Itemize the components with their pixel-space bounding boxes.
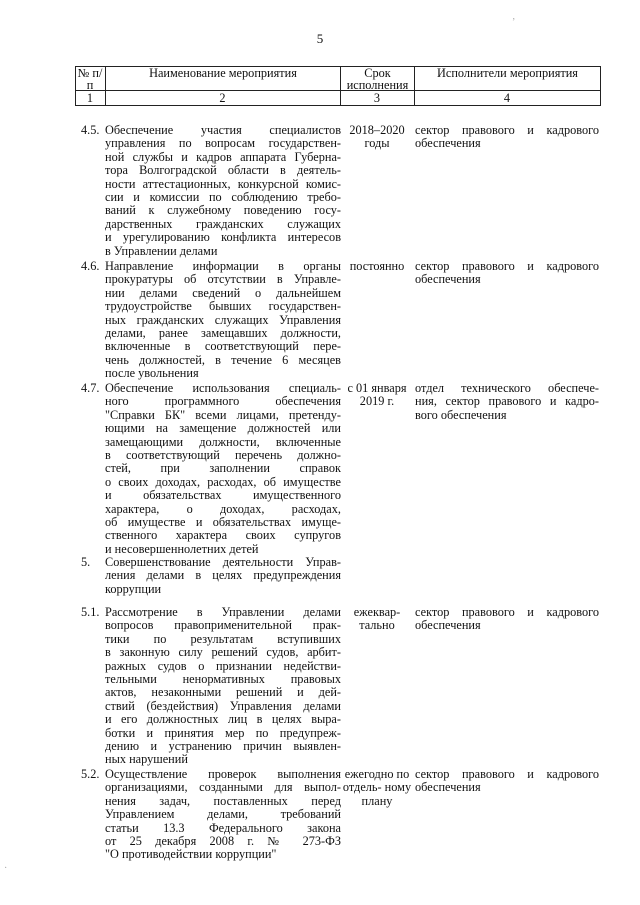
measure-name xyxy=(105,556,341,596)
header-index-3: 3 xyxy=(373,91,381,105)
measure-name-line: Управлением делами, требований xyxy=(105,807,341,822)
measure-name-line: прокуратуры об отсутствии в Управле- xyxy=(105,272,341,287)
measure-name-line: вопросов правоприменительной прак- xyxy=(105,618,341,633)
measure-name-line: ваний к служебному поведению госу- xyxy=(105,203,341,218)
measure-executors-line: сектор правового и кадрового xyxy=(415,767,599,781)
measure-name xyxy=(105,382,341,556)
measure-term: постоянно xyxy=(349,259,405,273)
measure-name-line: актов, незаконными решений и дей- xyxy=(105,685,341,700)
table-header xyxy=(75,66,601,106)
measure-executors-line: отдел технического обеспече- xyxy=(415,381,599,395)
measure-name-line: организациями, созданными для выпол- xyxy=(105,780,341,795)
measure-name-line: Совершенствование деятельности Управ- xyxy=(105,555,341,569)
header-col-number: № п/п xyxy=(77,66,103,92)
header-col-executors: Исполнители мероприятия xyxy=(437,66,578,80)
measure-executors-line: ния, сектор правового и кадро- xyxy=(415,394,599,409)
measure-name-line: включенные в соответствующий пере- xyxy=(105,339,341,354)
measure-executors xyxy=(415,768,599,795)
measure-term: с 01 января 2019 г. xyxy=(347,381,407,409)
measure-name-line: после увольнения xyxy=(105,366,199,381)
measure-name-line: Осуществление проверок выполнения xyxy=(105,767,341,781)
measure-name-line: ных гражданских служащих Управления xyxy=(105,312,341,327)
row-number: 5.2. xyxy=(81,767,100,781)
measure-name-line: делами, ранее замещавших должности, xyxy=(105,326,341,341)
measure-executors-line: сектор правового и кадрового xyxy=(415,259,599,273)
measure-name-line: ности аттестационных, конкурсной комис- xyxy=(105,176,341,191)
header-divider xyxy=(600,66,601,105)
measure-name-line: Обеспечение использования специаль- xyxy=(105,381,341,395)
measure-name-line: управления по вопросам государствен- xyxy=(105,136,341,151)
header-divider-horizontal xyxy=(75,90,601,91)
measure-name-line: Направление информации в органы xyxy=(105,259,341,273)
measure-name-line: коррупции xyxy=(105,581,162,596)
measure-name xyxy=(105,768,341,862)
measure-name-line: нии делами сведений о дальнейшем xyxy=(105,285,341,300)
measure-executors-line: вого обеспечения xyxy=(415,407,507,422)
measure-name-line: Рассмотрение в Управлении делами xyxy=(105,605,341,619)
measure-executors xyxy=(415,260,599,287)
measure-name-line: и несовершеннолетних детей xyxy=(105,541,259,556)
row-number: 5. xyxy=(81,555,91,569)
measure-name-line: и обязательствах имущественного xyxy=(105,488,341,503)
measure-name-line: ного программного обеспечения xyxy=(105,394,341,409)
measure-name-line: нения задач, поставленных перед xyxy=(105,793,341,808)
measure-name-line: в соответствующий перечень должно- xyxy=(105,448,341,463)
measure-term: ежегодно по отдель- ному плану xyxy=(342,767,412,808)
measure-name-line: ления делами в целях предупреждения xyxy=(105,568,341,583)
measure-executors xyxy=(415,606,599,633)
measure-executors-line: обеспечения xyxy=(415,780,481,795)
measure-name-line: ной службы и кадров аппарата Губерна- xyxy=(105,149,341,164)
measure-name-line: и его должностных лиц в целях выра- xyxy=(105,712,341,727)
measure-executors-line: обеспечения xyxy=(415,618,481,633)
measure-name-line: ботки и принятия мер по предупреж- xyxy=(105,725,341,740)
measure-name-line: сии и комиссии по соблюдению требо- xyxy=(105,190,341,205)
measure-name-line: тики по результатам вступивших xyxy=(105,631,341,646)
measure-name-line: тора Волгоградской области в деятель- xyxy=(105,163,341,178)
measure-name-line: "Справки БК" всеми лицами, претенду- xyxy=(105,407,341,422)
measure-name-line: "О противодействии коррупции" xyxy=(105,847,277,862)
measure-executors xyxy=(415,124,599,151)
measure-name-line: о своих доходах, расходах, об имуществе xyxy=(105,474,341,489)
measure-name-line: и урегулированию конфликта интересов xyxy=(105,230,341,245)
measure-name-line: дению и устранению причин выявлен- xyxy=(105,739,341,754)
scan-speck: · xyxy=(4,863,8,874)
measure-executors xyxy=(415,382,599,422)
header-index-1: 1 xyxy=(86,91,94,105)
row-number: 4.5. xyxy=(81,123,100,137)
measure-name xyxy=(105,606,341,767)
measure-name-line: характера, о доходах, расходах, xyxy=(105,501,341,516)
measure-name xyxy=(105,124,341,258)
measure-executors-line: обеспечения xyxy=(415,136,481,151)
header-col-name: Наименование мероприятия xyxy=(149,66,297,80)
header-index-2: 2 xyxy=(219,91,226,105)
measure-name xyxy=(105,260,341,381)
measure-name-line: об имуществе и обязательствах имуще- xyxy=(105,515,341,530)
header-index-4: 4 xyxy=(503,91,511,105)
measure-name-line: стей, при заполнении справок xyxy=(105,461,341,476)
measure-executors-line: сектор правового и кадрового xyxy=(415,123,599,137)
measure-executors-line: сектор правового и кадрового xyxy=(415,605,599,619)
measure-name-line: тельными ненормативных правовых xyxy=(105,672,341,687)
measure-name-line: ных нарушений xyxy=(105,752,188,767)
measure-name-line: статьи 13.3 Федерального закона xyxy=(105,820,341,835)
measure-name-line: ствий (бездействия) Управления делами xyxy=(105,698,341,713)
measure-name-line: Обеспечение участия специалистов xyxy=(105,123,341,137)
row-number: 4.6. xyxy=(81,259,100,273)
measure-name-line: трудоустройстве бывших государствен- xyxy=(105,299,341,314)
measure-name-line: дарственных гражданских служащих xyxy=(105,216,341,231)
measure-name-line: ражных судов о признании недействи- xyxy=(105,658,341,673)
measure-name-line: чень должностей, в течение 6 месяцев xyxy=(105,352,341,367)
measure-term: ежеквар- тально xyxy=(353,605,401,633)
row-number: 5.1. xyxy=(81,605,100,619)
measure-name-line: ственного характера своих супругов xyxy=(105,528,341,543)
measure-name-line: замещающими должности, включенные xyxy=(105,434,341,449)
page-number: 5 xyxy=(316,31,324,46)
measure-name-line: в законную силу решений судов, арбит- xyxy=(105,645,341,660)
measure-name-line: ющими на замещение должностей или xyxy=(105,421,341,436)
scan-speck: ʼ xyxy=(512,17,516,28)
header-col-term: Срок исполнения xyxy=(346,66,409,92)
measure-name-line: от 25 декабря 2008 г. № 273-ФЗ xyxy=(105,834,341,849)
measure-executors-line: обеспечения xyxy=(415,272,481,287)
measure-name-line: в Управлении делами xyxy=(105,243,218,258)
measure-term: 2018–2020 годы xyxy=(349,123,405,151)
row-number: 4.7. xyxy=(81,381,100,395)
